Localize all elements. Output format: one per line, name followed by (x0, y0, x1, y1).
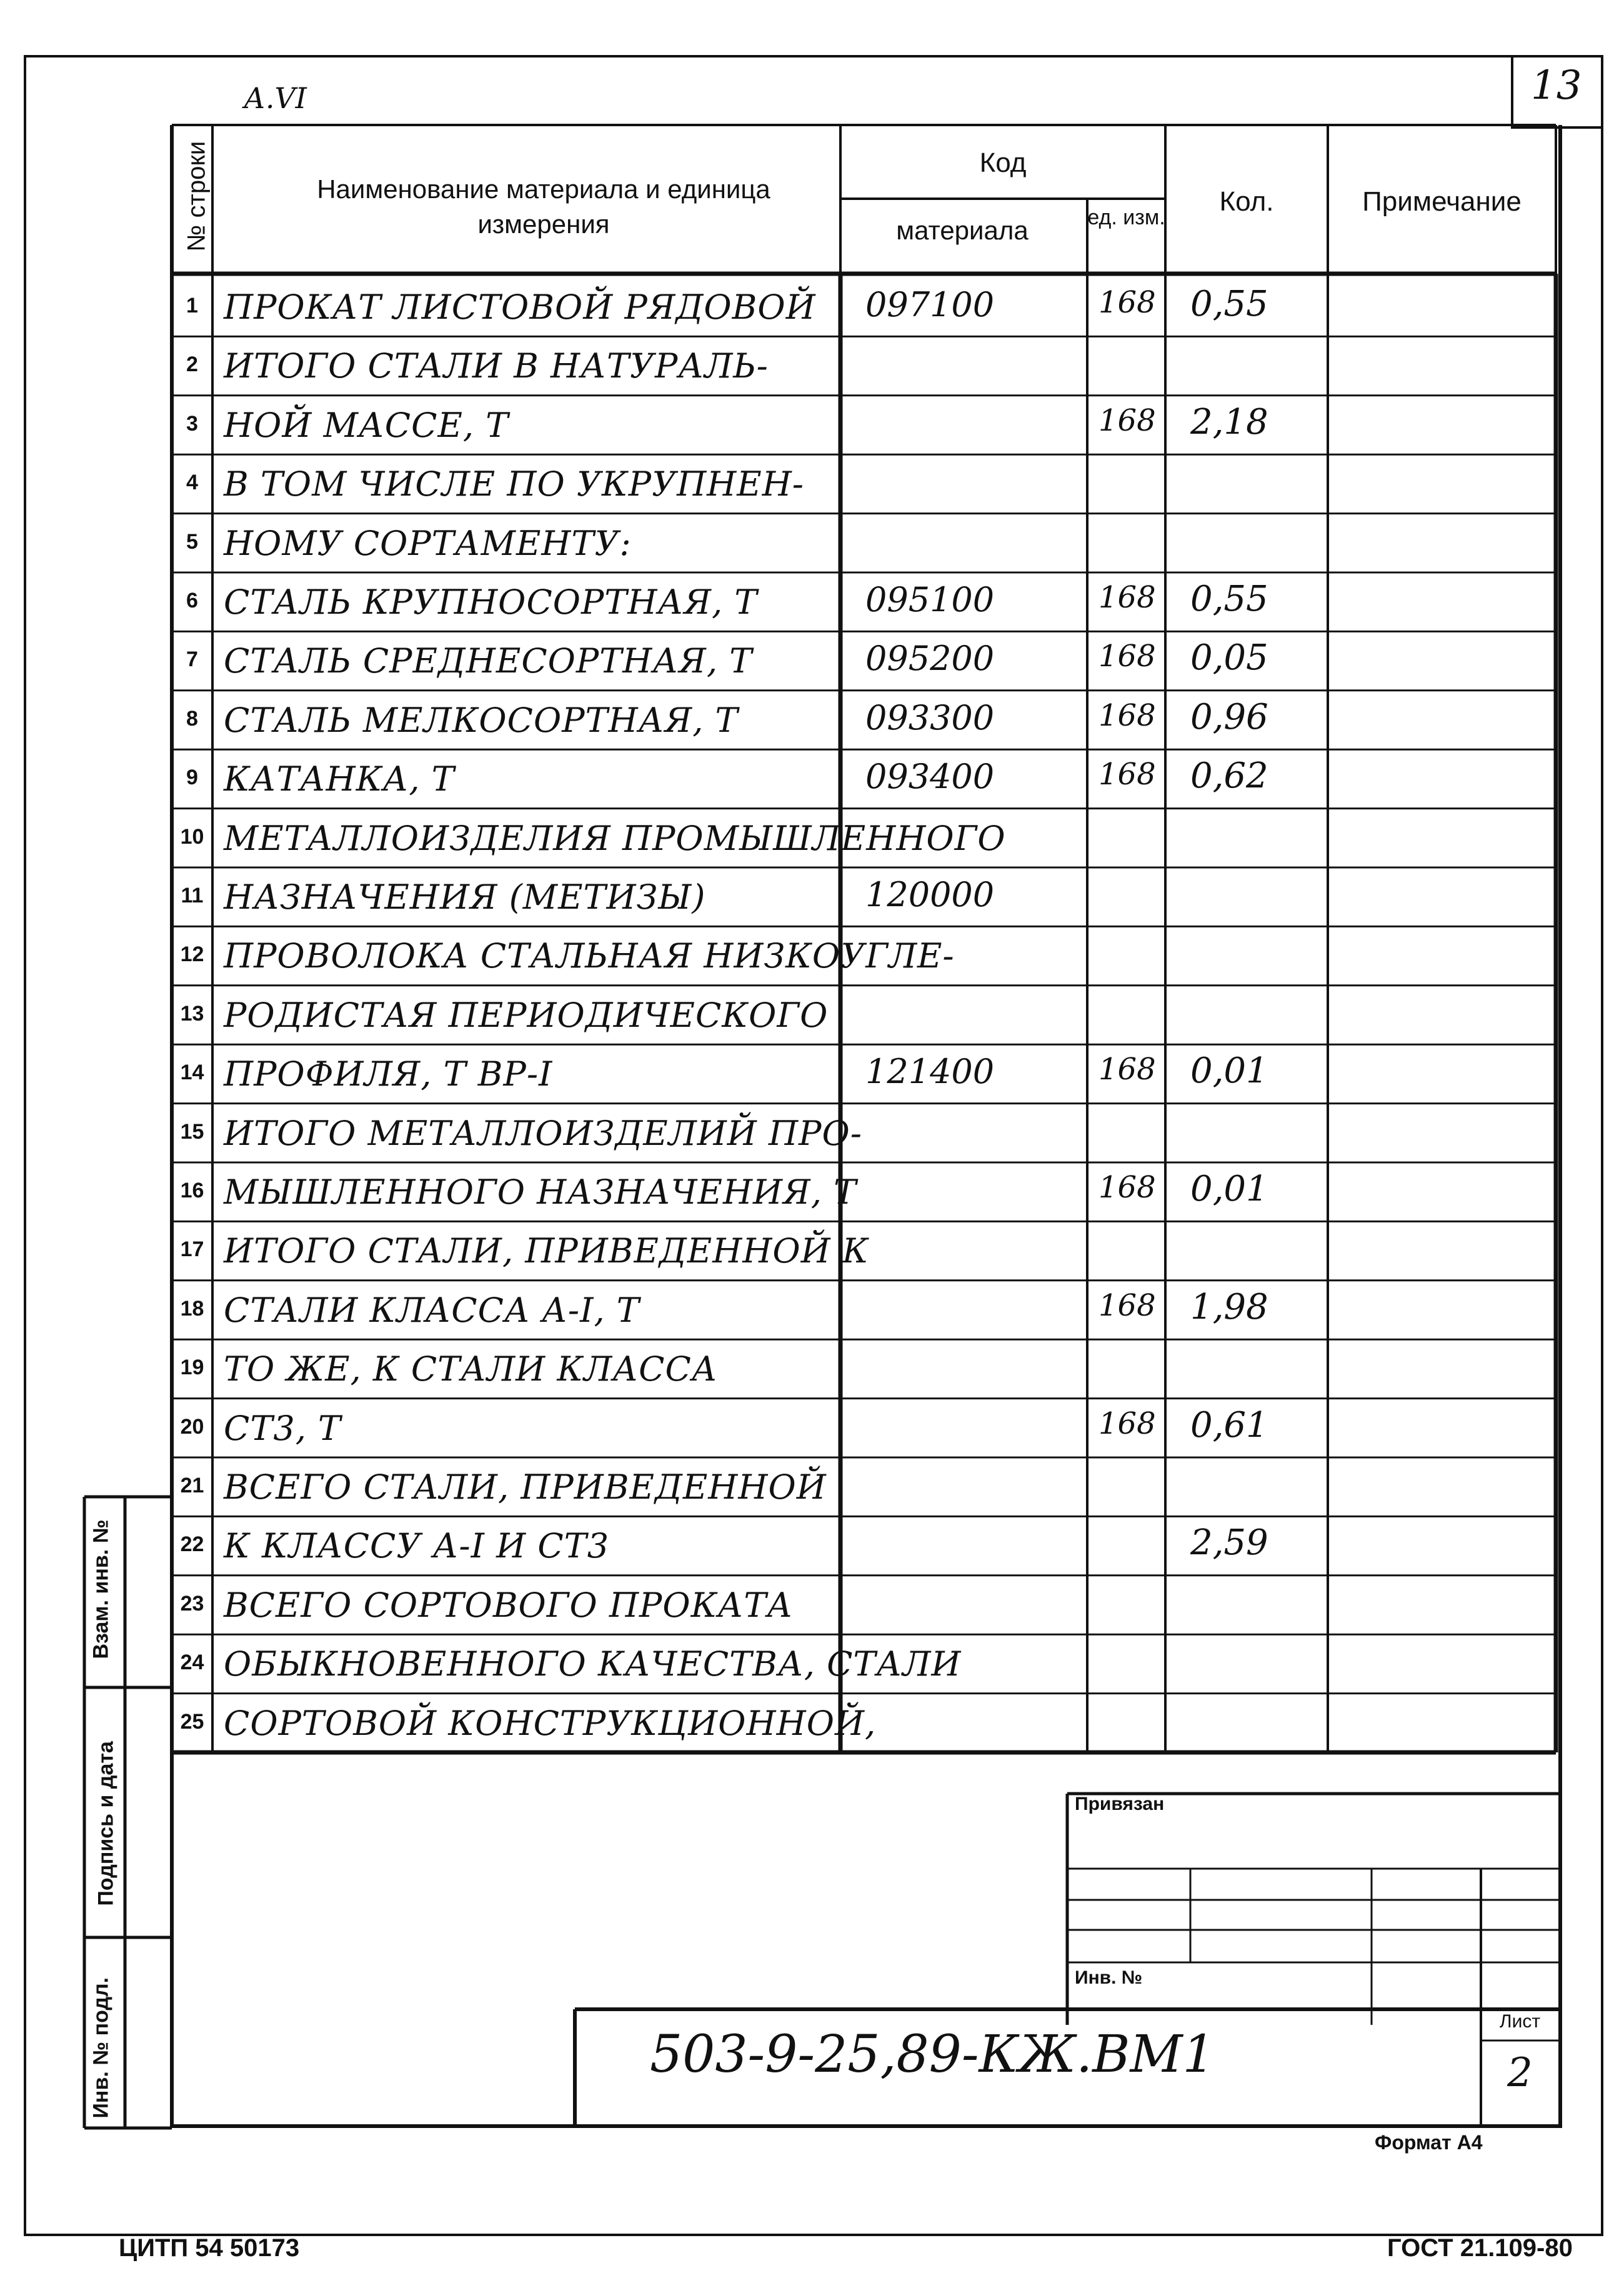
stamp-designation: 503-9-25,89-КЖ.ВМ1 (650, 2025, 1215, 2084)
row-name: ИТОГО СТАЛИ, ПРИВЕДЕННОЙ К (224, 1231, 869, 1271)
header-note: Примечание (1362, 186, 1522, 217)
row-name: ВСЕГО СОРТОВОГО ПРОКАТА (224, 1585, 794, 1625)
row-name: КАТАНКА, Т (224, 759, 455, 799)
row-code: 121400 (865, 1052, 995, 1092)
row-name: НАЗНАЧЕНИЯ (МЕТИЗЫ) (224, 877, 706, 917)
row-number: 8 (186, 706, 198, 731)
row-unit: 168 (1098, 402, 1156, 438)
row-number: 12 (180, 942, 204, 967)
row-name: ОБЫКНОВЕННОГО КАЧЕСТВА, СТАЛИ (224, 1644, 962, 1684)
row-name: ВСЕГО СТАЛИ, ПРИВЕДЕННОЙ (224, 1467, 827, 1507)
row-name: СТ3, Т (224, 1408, 342, 1448)
stamp-inv-label: Инв. № (1075, 1967, 1143, 1988)
row-number: 23 (180, 1591, 204, 1616)
row-name: НОЙ МАССЕ, Т (224, 405, 509, 445)
side-label-sign-date: Подпись и дата (94, 1741, 118, 1906)
row-unit: 168 (1098, 757, 1156, 792)
row-qty: 0,62 (1190, 756, 1268, 797)
row-number: 19 (180, 1356, 204, 1380)
row-name: СТАЛИ КЛАССА А-I, Т (224, 1290, 640, 1330)
row-name: ТО ЖЕ, К СТАЛИ КЛАССА (224, 1349, 718, 1389)
row-number: 3 (186, 411, 198, 436)
row-number: 13 (180, 1001, 204, 1026)
stamp-attached-label: Привязан (1075, 1794, 1165, 1814)
row-name: СТАЛЬ МЕЛКОСОРТНАЯ, Т (224, 700, 739, 740)
header-name-text: Наименование материала и единица измерения (317, 174, 770, 239)
row-qty: 0,96 (1190, 696, 1268, 737)
row-number: 24 (180, 1651, 204, 1675)
header-qty: Кол. (1219, 186, 1274, 217)
footer-left: ЦИТП 54 50173 (119, 2234, 300, 2262)
row-name: ПРОКАТ ЛИСТОВОЙ РЯДОВОЙ (224, 287, 816, 327)
row-qty: 2,18 (1190, 401, 1268, 442)
row-number: 7 (186, 647, 198, 672)
row-unit: 168 (1098, 285, 1156, 320)
row-name: НОМУ СОРТАМЕНТУ: (224, 523, 632, 563)
page-corner-label: А.VI (244, 81, 307, 115)
header-unit: ед. изм. (1087, 206, 1165, 229)
side-label-inv-orig: Инв. № подл. (89, 1977, 113, 2119)
row-name: ИТОГО МЕТАЛЛОИЗДЕЛИЙ ПРО- (224, 1113, 862, 1153)
row-code: 097100 (865, 285, 995, 324)
row-name: РОДИСТАЯ ПЕРИОДИЧЕСКОГО (224, 995, 829, 1035)
row-name: ПРОФИЛЯ, Т ВР-I (224, 1054, 553, 1094)
row-number: 11 (181, 884, 204, 907)
page-number: 13 (1531, 62, 1582, 109)
row-code: 093300 (865, 697, 995, 737)
row-name: В ТОМ ЧИСЛЕ ПО УКРУПНЕН- (224, 464, 805, 504)
row-number: 22 (180, 1532, 204, 1557)
row-number: 15 (180, 1119, 204, 1144)
row-unit: 168 (1098, 697, 1156, 733)
header-code: Код (979, 147, 1027, 178)
row-name: СОРТОВОЙ КОНСТРУКЦИОННОЙ, (224, 1703, 877, 1743)
row-number: 4 (186, 471, 198, 495)
header-material: материала (896, 216, 1029, 245)
row-unit: 168 (1098, 1287, 1156, 1323)
row-name: СТАЛЬ СРЕДНЕСОРТНАЯ, Т (224, 641, 753, 681)
row-number: 16 (180, 1179, 204, 1202)
row-code: 093400 (865, 757, 995, 797)
row-name: МЕТАЛЛОИЗДЕЛИЯ ПРОМЫШЛЕННОГО (224, 818, 1006, 858)
row-number: 20 (180, 1414, 204, 1439)
footer-right: ГОСТ 21.109-80 (1387, 2234, 1573, 2262)
row-unit: 168 (1098, 580, 1156, 615)
row-name: ПРОВОЛОКА СТАЛЬНАЯ НИЗКОУГЛЕ- (224, 936, 955, 976)
row-unit: 168 (1098, 1170, 1156, 1205)
row-unit: 168 (1098, 1406, 1156, 1441)
row-number: 21 (180, 1474, 204, 1497)
row-name: СТАЛЬ КРУПНОСОРТНАЯ, Т (224, 582, 758, 622)
row-number: 10 (180, 824, 204, 849)
row-code: 095100 (865, 580, 995, 619)
row-qty: 0,61 (1190, 1404, 1268, 1446)
row-qty: 0,01 (1190, 1169, 1268, 1209)
row-name: ИТОГО СТАЛИ В НАТУРАЛЬ- (224, 346, 769, 386)
row-qty: 0,55 (1190, 284, 1268, 324)
row-number: 2 (186, 352, 198, 377)
row-number: 5 (186, 529, 198, 554)
stamp-sheet-label: Лист (1499, 2011, 1541, 2032)
row-qty: 2,59 (1190, 1522, 1268, 1564)
row-number: 17 (180, 1237, 204, 1262)
header-row-no: № строки (182, 141, 211, 252)
row-code: 095200 (865, 639, 995, 679)
row-qty: 0,01 (1190, 1051, 1268, 1092)
row-number: 25 (180, 1709, 204, 1734)
row-number: 14 (180, 1061, 204, 1085)
row-qty: 0,05 (1190, 637, 1268, 679)
side-label-inv-replace: Взам. инв. № (89, 1519, 113, 1659)
row-unit: 168 (1098, 1052, 1156, 1087)
row-unit: 168 (1098, 639, 1156, 674)
row-number: 1 (186, 294, 198, 317)
row-number: 9 (186, 766, 198, 790)
stamp-sheet-number: 2 (1507, 2050, 1533, 2096)
row-name: К КЛАССУ А-I И СТ3 (224, 1526, 610, 1566)
row-name: МЫШЛЕННОГО НАЗНАЧЕНИЯ, Т (224, 1172, 857, 1212)
row-qty: 0,55 (1190, 579, 1268, 619)
format-label: Формат А4 (1375, 2131, 1483, 2154)
row-code: 120000 (865, 875, 995, 914)
header-name (250, 172, 837, 242)
row-number: 18 (180, 1296, 204, 1321)
row-number: 6 (186, 589, 198, 612)
row-qty: 1,98 (1190, 1286, 1268, 1327)
